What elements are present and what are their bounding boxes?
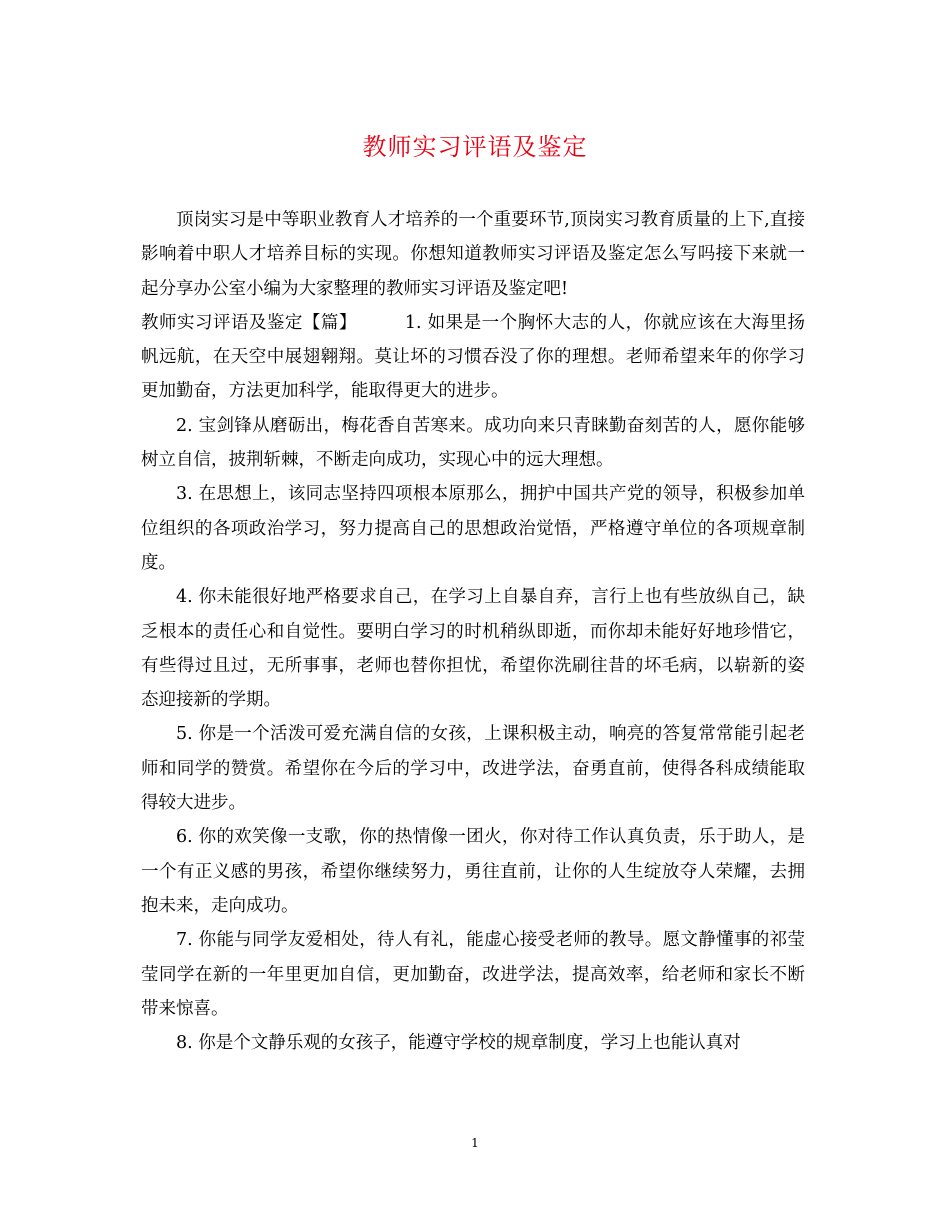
section-heading: 教师实习评语及鉴定【篇】 <box>141 312 357 333</box>
intro-paragraph: 顶岗实习是中等职业教育人才培养的一个重要环节,顶岗实习教育质量的上下,直接影响着中职人才培养目标的实现。你想知道教师实习评语及鉴定怎么写吗接下来就一起分享办公室小编为大家整理的教师实习评语及鉴定吧! <box>141 210 805 299</box>
comment-item-5: 5. 你是一个活泼可爱充满自信的女孩，上课积极主动，响亮的答复常常能引起老师和同学的赞赏。希望你在今后的学习中，改进学法，奋勇直前，使得各科成绩能取得较大进步。 <box>141 724 805 814</box>
section-paragraph <box>141 306 805 409</box>
comment-item-1: 1. 如果是一个胸怀大志的人，你就应该在大海里扬帆远航，在天空中展翅翱翔。莫让坏的习惯吞没了你的理想。老师希望来年的你学习更加勤奋，方法更加科学，能取得更大的进步。 <box>141 312 805 402</box>
document-body <box>141 203 805 1060</box>
comment-item-8: 8. 你是个文静乐观的女孩子，能遵守学校的规章制度，学习上也能认真对 <box>176 1033 741 1054</box>
page-number: 1 <box>471 1136 479 1150</box>
comment-item-3: 3. 在思想上，该同志坚持四项根本原那么，拥护中国共产党的领导，积极参加单位组织的各项政治学习，努力提高自己的思想政治觉悟，严格遵守单位的各项规章制度。 <box>141 484 805 573</box>
comment-item-6: 6. 你的欢笑像一支歌，你的热情像一团火，你对待工作认真负责，乐于助人，是一个有正义感的男孩，希望你继续努力，勇往直前，让你的人生绽放夺人荣耀，去拥抱未来，走向成功。 <box>141 827 805 916</box>
comment-item-2: 2. 宝剑锋从磨砺出，梅花香自苦寒来。成功向来只青睐勤奋刻苦的人，愿你能够树立自信，披荆斩棘，不断走向成功，实现心中的远大理想。 <box>141 415 805 471</box>
comment-item-7: 7. 你能与同学友爱相处，待人有礼，能虚心接受老师的教导。愿文静懂事的祁莹莹同学在新的一年里更加自信，更加勤奋，改进学法，提高效率，给老师和家长不断带来惊喜。 <box>141 930 805 1019</box>
document-title: 教师实习评语及鉴定 <box>362 133 588 161</box>
comment-item-4: 4. 你未能很好地严格要求自己，在学习上自暴自弃，言行上也有些放纵自己，缺乏根本的责任心和自觉性。要明白学习的时机稍纵即逝，而你却未能好好地珍惜它，有些得过且过，无所事事，老师也替你担忧，希望你洗刷往昔的坏毛病，以崭新的姿态迎接新的学期。 <box>141 587 805 711</box>
